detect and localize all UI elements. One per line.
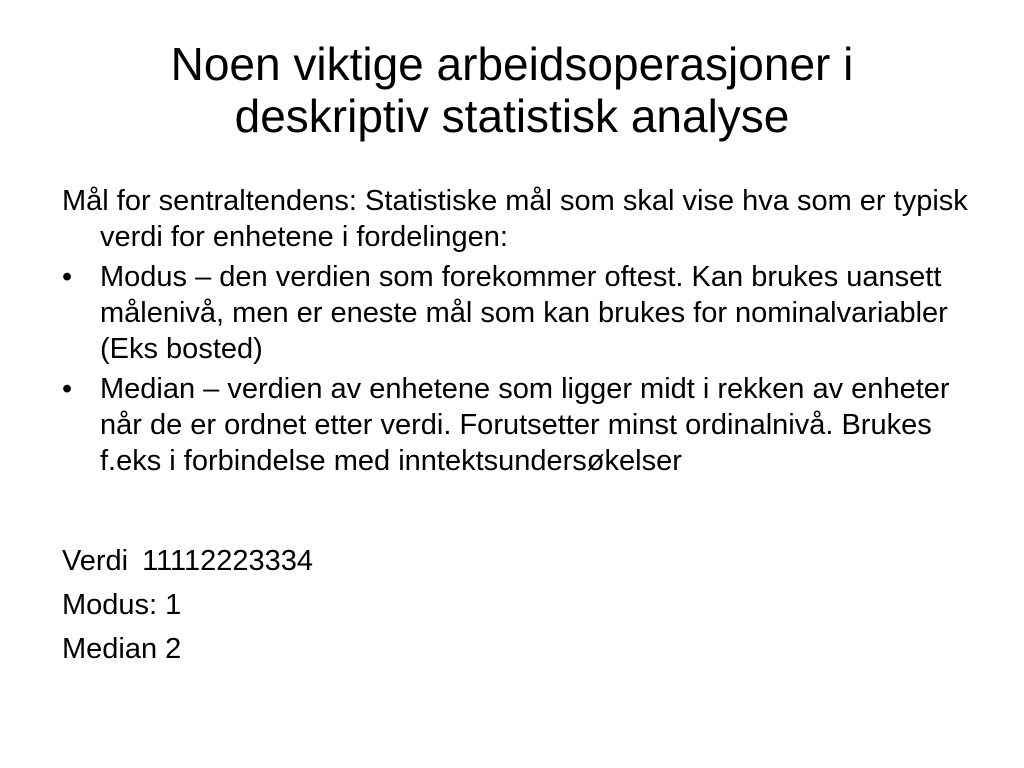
bullet-item-median — [62, 371, 972, 479]
bullet-dot-icon: • — [62, 261, 73, 293]
example-verdi-line — [62, 543, 972, 579]
bullet-text-modus: Modus – den verdien som forekommer oftest. Kan brukes uansett målenivå, men er eneste mål som kan brukes for nominalvariabler (Eks bosted) — [100, 261, 948, 365]
bullet-dot-icon: • — [62, 373, 73, 405]
example-median-line: Median 2 — [62, 633, 182, 665]
slide-title — [40, 38, 984, 142]
verdi-label: Verdi — [62, 545, 129, 577]
spacer — [62, 483, 972, 543]
bullet-item-modus — [62, 259, 972, 367]
bullet-text-median: Median – verdien av enhetene som ligger midt i rekken av enheter når de er ordnet etter verdi. Forutsetter minst ordinalnivå. Brukes f.eks i forbindelse med inntektsundersøkelser — [100, 373, 950, 477]
slide-body — [62, 183, 972, 675]
intro-paragraph: Mål for sentraltendens: Statistiske mål som skal vise hva som er typisk verdi for enhetene i fordelingen: — [62, 185, 968, 253]
example-modus-line: Modus: 1 — [62, 589, 182, 621]
slide-title-line-1: Noen viktige arbeidsoperasjoner i — [170, 38, 854, 90]
slide-title-line-2: deskriptiv statistisk analyse — [234, 90, 790, 142]
verdi-value: 11112223334 — [142, 545, 314, 577]
